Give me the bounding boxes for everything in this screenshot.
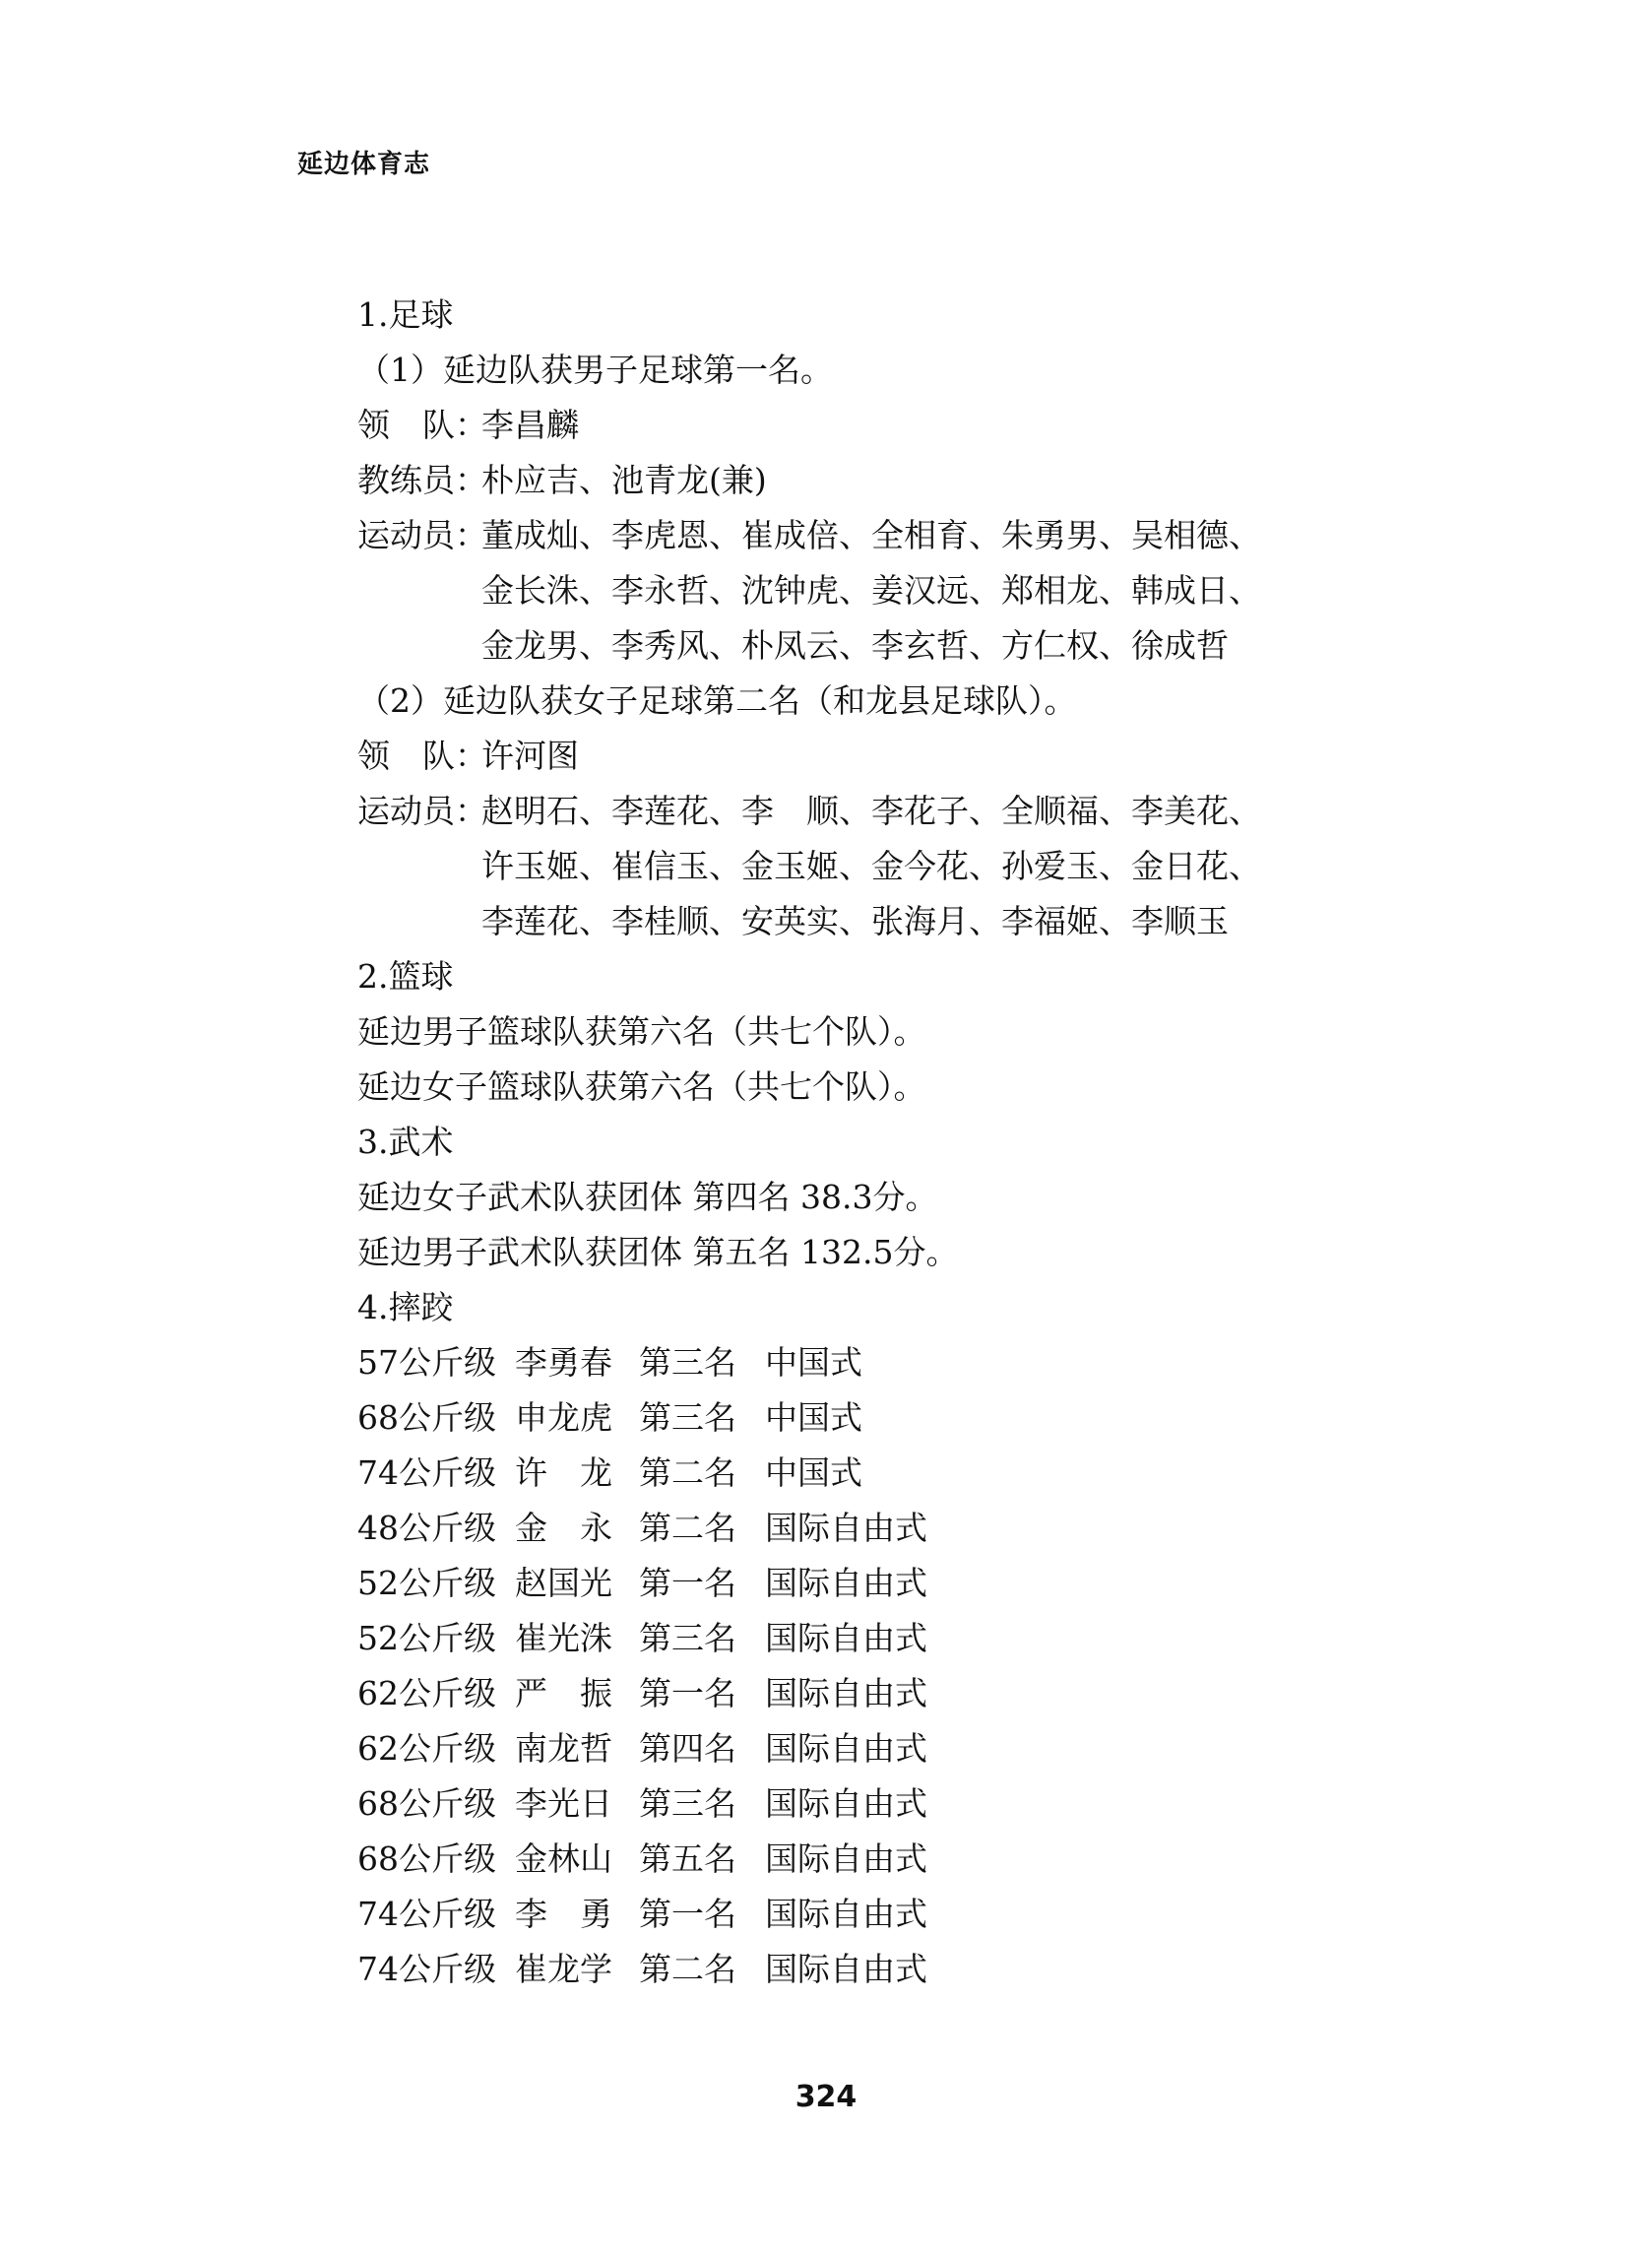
weight-class: 68公斤级 (357, 1784, 496, 1823)
weight-class: 62公斤级 (357, 1674, 496, 1712)
wrestling-row (357, 1776, 1342, 1832)
wrestling-style: 中国式 (765, 1343, 862, 1382)
wrestling-heading: 4.摔跤 (357, 1288, 454, 1326)
wrestling-style: 国际自由式 (765, 1895, 927, 1933)
weight-class: 48公斤级 (357, 1509, 496, 1547)
leader-label: 领 队： (357, 737, 487, 775)
wrestling-style: 国际自由式 (765, 1839, 927, 1878)
athlete-name: 崔龙学 (515, 1950, 612, 1988)
athlete-name: 金 永 (515, 1509, 612, 1547)
weight-class: 62公斤级 (357, 1729, 496, 1768)
basketball-men: 延边男子篮球队获第六名（共七个队）。 (357, 1012, 926, 1051)
placing: 第三名 (639, 1343, 736, 1382)
football-women-athletes-line-2: 许玉姬、崔信玉、金玉姬、金今花、孙爱玉、金日花、 (481, 847, 1261, 885)
athlete-name: 申龙虎 (515, 1398, 612, 1437)
wrestling-row (357, 1666, 1342, 1721)
wrestling-row (357, 1887, 1342, 1942)
coach-names: 朴应吉、池青龙(兼) (481, 461, 767, 499)
weight-class: 52公斤级 (357, 1564, 496, 1602)
athletes-names: 董成灿、李虎恩、崔成倍、全相育、朱勇男、吴相德、 (481, 516, 1261, 554)
football-women-leader (357, 729, 1342, 784)
coach-label: 教练员： (357, 461, 487, 499)
running-header: 延边体育志 (297, 150, 431, 179)
basketball-heading: 2.篮球 (357, 957, 454, 996)
athlete-name: 许 龙 (515, 1453, 612, 1492)
wrestling-row (357, 1942, 1342, 1997)
athlete-name: 赵国光 (515, 1564, 612, 1602)
wrestling-row (357, 1721, 1342, 1776)
wrestling-row (357, 1832, 1342, 1887)
athlete-name: 金林山 (515, 1839, 612, 1878)
page-number: 324 (794, 2080, 858, 2114)
athlete-name: 李 勇 (515, 1895, 612, 1933)
wrestling-row (357, 1390, 1342, 1446)
wrestling-style: 国际自由式 (765, 1619, 927, 1657)
weight-class: 52公斤级 (357, 1619, 496, 1657)
wrestling-row (357, 1335, 1342, 1390)
leader-name: 李昌麟 (481, 406, 579, 444)
placing: 第二名 (639, 1950, 736, 1988)
leader-label: 领 队： (357, 406, 487, 444)
placing: 第一名 (639, 1895, 736, 1933)
football-women-result: （2）延边队获女子足球第二名（和龙县足球队）。 (357, 681, 1077, 720)
placing: 第五名 (639, 1839, 736, 1878)
weight-class: 74公斤级 (357, 1950, 496, 1988)
wrestling-row (357, 1501, 1342, 1556)
football-women-athletes-line-1 (357, 784, 1342, 839)
placing: 第一名 (639, 1564, 736, 1602)
wrestling-style: 国际自由式 (765, 1509, 927, 1547)
football-men-result: （1）延边队获男子足球第一名。 (357, 351, 833, 389)
athlete-name: 南龙哲 (515, 1729, 612, 1768)
athlete-name: 李勇春 (515, 1343, 612, 1382)
placing: 第三名 (639, 1398, 736, 1437)
wrestling-style: 中国式 (765, 1398, 862, 1437)
wrestling-style: 国际自由式 (765, 1784, 927, 1823)
wrestling-row (357, 1556, 1342, 1611)
basketball-women: 延边女子篮球队获第六名（共七个队）。 (357, 1067, 926, 1106)
wrestling-style: 中国式 (765, 1453, 862, 1492)
athletes-names: 赵明石、李莲花、李 顺、李花子、全顺福、李美花、 (481, 792, 1261, 830)
football-men-leader (357, 398, 1342, 453)
football-men-athletes-line-1 (357, 508, 1342, 563)
weight-class: 68公斤级 (357, 1398, 496, 1437)
placing: 第三名 (639, 1784, 736, 1823)
weight-class: 74公斤级 (357, 1895, 496, 1933)
wushu-men: 延边男子武术队获团体 第五名 132.5分。 (357, 1233, 959, 1271)
wrestling-row (357, 1446, 1342, 1501)
athletes-label: 运动员： (357, 516, 487, 554)
football-women-athletes-line-3: 李莲花、李桂顺、安英实、张海月、李福姬、李顺玉 (481, 902, 1229, 940)
wushu-women: 延边女子武术队获团体 第四名 38.3分。 (357, 1178, 938, 1216)
leader-name: 许河图 (481, 737, 579, 775)
placing: 第一名 (639, 1674, 736, 1712)
athlete-name: 崔光洙 (515, 1619, 612, 1657)
page-body (357, 288, 1342, 1997)
wushu-heading: 3.武术 (357, 1123, 454, 1161)
football-heading: 1.足球 (357, 295, 454, 334)
wrestling-style: 国际自由式 (765, 1564, 927, 1602)
athlete-name: 李光日 (515, 1784, 612, 1823)
football-men-athletes-line-3: 金龙男、李秀风、朴凤云、李玄哲、方仁权、徐成哲 (481, 626, 1229, 665)
wrestling-row (357, 1611, 1342, 1666)
wrestling-style: 国际自由式 (765, 1729, 927, 1768)
weight-class: 74公斤级 (357, 1453, 496, 1492)
athletes-label: 运动员： (357, 792, 487, 830)
football-men-athletes-line-2: 金长洙、李永哲、沈钟虎、姜汉远、郑相龙、韩成日、 (481, 571, 1261, 610)
placing: 第三名 (639, 1619, 736, 1657)
football-men-coaches (357, 453, 1342, 508)
weight-class: 57公斤级 (357, 1343, 496, 1382)
weight-class: 68公斤级 (357, 1839, 496, 1878)
wrestling-style: 国际自由式 (765, 1950, 927, 1988)
placing: 第四名 (639, 1729, 736, 1768)
wrestling-style: 国际自由式 (765, 1674, 927, 1712)
placing: 第二名 (639, 1453, 736, 1492)
placing: 第二名 (639, 1509, 736, 1547)
athlete-name: 严 振 (515, 1674, 612, 1712)
